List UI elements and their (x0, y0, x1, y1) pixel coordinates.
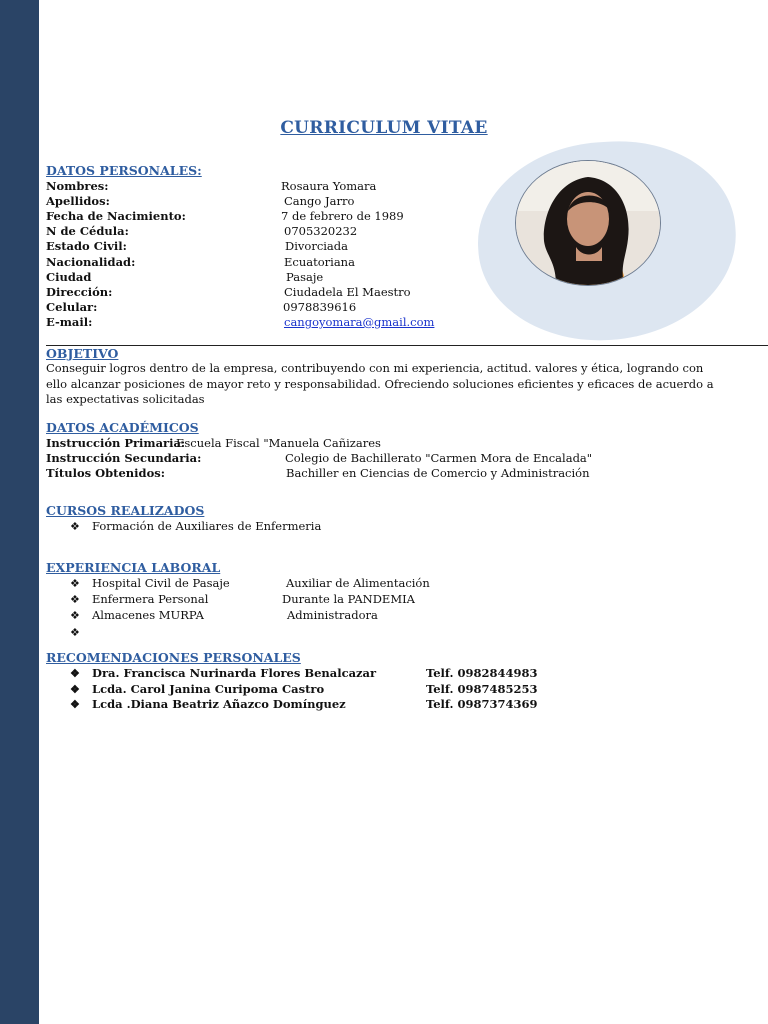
personal-label: Celular: (46, 299, 98, 314)
course-name: Formación de Auxiliares de Enfermeria (92, 519, 322, 533)
academic-label: Títulos Obtenidos: (46, 466, 165, 481)
reference-name: Dra. Francisca Nurinarda Flores Benalcazar (92, 666, 377, 680)
personal-value: Ecuatoriana (284, 254, 355, 269)
academic-label: Instrucción Primaria: (46, 436, 186, 450)
email-link[interactable]: cangoyomara@gmail.com (284, 314, 435, 329)
bullet-icon: ❖ (70, 682, 80, 696)
personal-row (46, 209, 476, 224)
bullet-icon: ❖ (70, 609, 80, 623)
experience-role: Auxiliar de Alimentación (286, 576, 430, 590)
bullet-icon: ❖ (70, 577, 80, 590)
academic-value: Colegio de Bachillerato "Carmen Mora de Encalada" (285, 451, 593, 466)
personal-label: Nacionalidad: (46, 254, 136, 269)
personal-label: Fecha de Nacimiento: (46, 209, 186, 224)
personal-row (46, 194, 476, 209)
personal-row (46, 315, 476, 330)
academic-heading: DATOS ACADÉMICOS (46, 420, 199, 435)
experience-place: Enfermera Personal (92, 592, 209, 607)
objective-heading: OBJETIVO (46, 346, 119, 361)
personal-value: Cango Jarro (284, 194, 355, 209)
bullet-icon: ❖ (70, 593, 80, 607)
personal-label: Nombres: (46, 179, 109, 193)
personal-label: Apellidos: (46, 194, 110, 209)
personal-row (46, 270, 476, 285)
references-heading: RECOMENDACIONES PERSONALES (46, 650, 301, 665)
personal-value: 0705320232 (284, 224, 358, 239)
objective-text: Conseguir logros dentro de la empresa, contribuyendo con mi experiencia, actitud. valores y ética, logrando con ello alcanzar posiciones de mayor reto y responsabilidad. Ofreciendo soluciones eficientes y eficaces de acuerdo a las expectativas solicitadas (46, 361, 714, 406)
academic-label: Instrucción Secundaria: (46, 451, 202, 466)
reference-phone: Telf. 0987374369 (426, 697, 538, 712)
personal-value: Ciudadela El Maestro (284, 284, 411, 299)
personal-row (46, 224, 476, 239)
divider (46, 345, 768, 346)
bullet-icon: ❖ (70, 625, 80, 639)
personal-label: Ciudad (46, 269, 92, 284)
sidebar-band (0, 0, 39, 1024)
courses-heading: CURSOS REALIZADOS (46, 503, 205, 518)
personal-label: Dirección: (46, 284, 113, 299)
personal-value: Divorciada (285, 239, 349, 254)
reference-name: Lcda. Carol Janina Curipoma Castro (92, 681, 325, 696)
experience-place: Almacenes MURPA (92, 608, 204, 623)
bullet-icon: ❖ (70, 667, 80, 680)
academic-value: Escuela Fiscal "Manuela Cañizares (176, 436, 381, 450)
reference-phone: Telf. 0982844983 (426, 666, 538, 680)
cv-page (46, 0, 768, 1024)
academic-row (46, 451, 686, 466)
experience-place: Hospital Civil de Pasaje (92, 576, 230, 590)
academic-row (46, 436, 686, 451)
page-title: CURRICULUM VITAE (280, 118, 488, 138)
experience-role: Administradora (287, 608, 378, 623)
bullet-icon: ❖ (70, 698, 80, 712)
personal-label: Estado Civil: (46, 239, 127, 254)
personal-label: E-mail: (46, 314, 93, 329)
personal-heading: DATOS PERSONALES: (46, 163, 202, 178)
academic-value: Bachiller en Ciencias de Comercio y Administración (286, 466, 590, 481)
academic-row (46, 466, 686, 481)
personal-value: 0978839616 (283, 299, 357, 314)
experience-heading: EXPERIENCIA LABORAL (46, 560, 221, 575)
personal-label: N de Cédula: (46, 224, 129, 239)
personal-value: Rosaura Yomara (281, 179, 377, 193)
bullet-icon: ❖ (70, 520, 80, 533)
reference-phone: Telf. 0987485253 (426, 681, 538, 696)
personal-row (46, 239, 476, 254)
reference-name: Lcda .Diana Beatriz Añazco Domínguez (92, 697, 346, 712)
personal-value: 7 de febrero de 1989 (281, 209, 404, 224)
personal-row (46, 179, 476, 194)
personal-row (46, 285, 476, 300)
personal-value: Pasaje (286, 269, 324, 284)
personal-row (46, 255, 476, 270)
personal-row (46, 300, 476, 315)
experience-role: Durante la PANDEMIA (282, 592, 415, 607)
